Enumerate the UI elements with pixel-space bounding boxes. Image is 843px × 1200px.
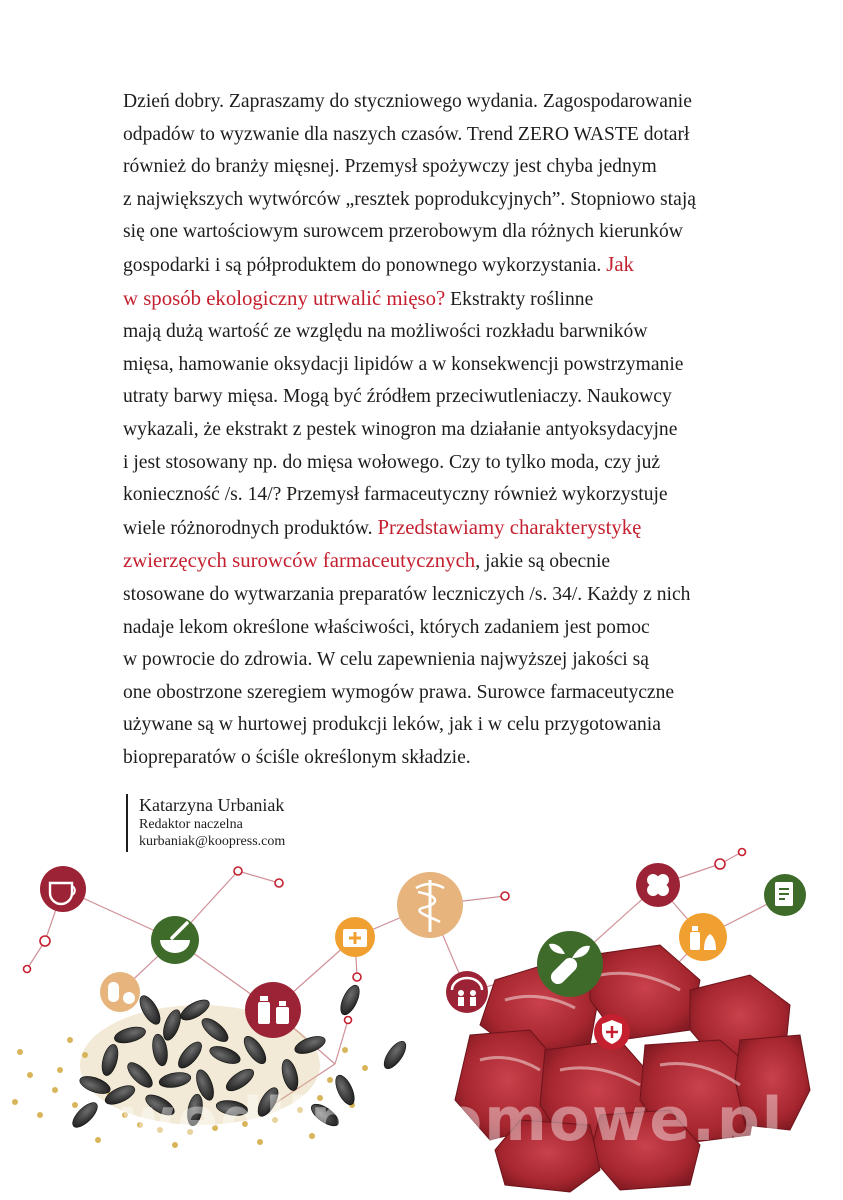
highlight-text: Przedstawiamy charakterystykę: [377, 515, 642, 539]
author-email: kurbaniak@koopress.com: [139, 834, 286, 849]
editorial-line: [123, 184, 733, 217]
pills-icon: [100, 972, 140, 1012]
family-care-icon: [446, 971, 488, 1013]
editorial-line: [123, 742, 733, 775]
highlight-text: w sposób ekologiczny utrwalić mięso?: [123, 286, 446, 310]
editorial-line: [123, 414, 733, 447]
editorial-line: [123, 479, 733, 512]
editorial-line: [123, 677, 733, 710]
editorial-line: [123, 512, 733, 546]
body-text: one obostrzone szeregiem wymogów prawa. Surowce farmaceutyczne: [123, 681, 675, 703]
body-text: Dzień dobry. Zapraszamy do styczniowego wydania. Zagospodarowanie: [123, 91, 692, 112]
editorial-line: [123, 579, 733, 612]
editorial-line: [123, 644, 733, 677]
body-text: wykazali, że ekstrakt z pestek winogron ma działanie antyoksydacyjne: [123, 418, 678, 440]
editorial-line: [123, 709, 733, 742]
body-text: konieczność /s. 14/? Przemysł farmaceutyczny również wykorzystuje: [123, 484, 668, 506]
body-text: używane są w hurtowej produkcji leków, jak i w celu przygotowania: [123, 714, 661, 736]
body-text: stosowane do wytwarzania preparatów leczniczych /s. 34/. Każdy z nich: [123, 583, 691, 605]
body-text: biopreparatów o ściśle określonym składzie.: [123, 746, 471, 768]
editorial-line: [123, 119, 733, 152]
body-text: mają dużą wartość ze względu na możliwości rozkładu barwników: [123, 321, 648, 343]
bandage-icon: [636, 863, 680, 907]
editorial-line: [123, 316, 733, 349]
body-text: , jakie są obecnie: [475, 551, 611, 573]
watermark: wedlinydomowe.pl: [120, 1085, 785, 1155]
author-role: Redaktor naczelna: [139, 817, 243, 832]
caduceus-icon: [397, 872, 463, 938]
body-text: nadaje lekom określone właściwości, których zadaniem jest pomoc: [123, 616, 650, 638]
editorial-line: [123, 151, 733, 184]
body-text: się one wartościowym surowcem przerobowym dla różnych kierunków: [123, 221, 683, 243]
editorial-line: [123, 381, 733, 414]
editorial-text: [123, 86, 733, 774]
editorial-line: [123, 349, 733, 382]
first-aid-kit-icon: [335, 917, 375, 957]
editorial-line: [123, 545, 733, 579]
author-name: Katarzyna Urbaniak: [139, 795, 285, 815]
mortar-pestle-icon: [151, 916, 199, 964]
body-text: wiele różnorodnych produktów.: [123, 517, 378, 539]
editorial-line: [123, 249, 733, 283]
highlight-text: Jak: [606, 252, 634, 276]
editorial-line: [123, 283, 733, 317]
body-text: Ekstrakty roślinne: [445, 288, 594, 310]
body-text: również do branży mięsnej. Przemysł spożywczy jest chyba jednym: [123, 156, 657, 178]
editorial-line: [123, 86, 733, 119]
body-text: utraty barwy mięsa. Mogą być źródłem przeciwutleniaczy. Naukowcy: [123, 386, 672, 408]
body-text: i jest stosowany np. do mięsa wołowego. Czy to tylko moda, czy już: [123, 451, 661, 473]
cosmetic-bottles-icon: [679, 913, 727, 961]
body-text: w powrocie do zdrowia. W celu zapewnienia najwyższej jakości są: [123, 649, 649, 671]
body-text: gospodarki i są półproduktem do ponownego wykorzystania.: [123, 254, 607, 276]
editorial-line: [123, 612, 733, 645]
editorial-line: [123, 447, 733, 480]
cup-icon: [40, 866, 86, 912]
body-text: z największych wytwórców „resztek poprodukcyjnych”. Stopniowo stają: [123, 188, 696, 210]
herbal-capsule-icon: [537, 931, 603, 997]
highlight-text: zwierzęcych surowców farmaceutycznych: [123, 549, 476, 573]
body-text: mięsa, hamowanie oksydacji lipidów a w konsekwencji powstrzymanie: [123, 353, 684, 375]
shield-cross-icon: [594, 1014, 630, 1050]
prescription-icon: [764, 874, 806, 916]
body-text: odpadów to wyzwanie dla naszych czasów. Trend ZERO WASTE dotarł: [123, 123, 690, 145]
medicine-bottles-icon: [245, 982, 301, 1038]
editorial-line: [123, 216, 733, 249]
